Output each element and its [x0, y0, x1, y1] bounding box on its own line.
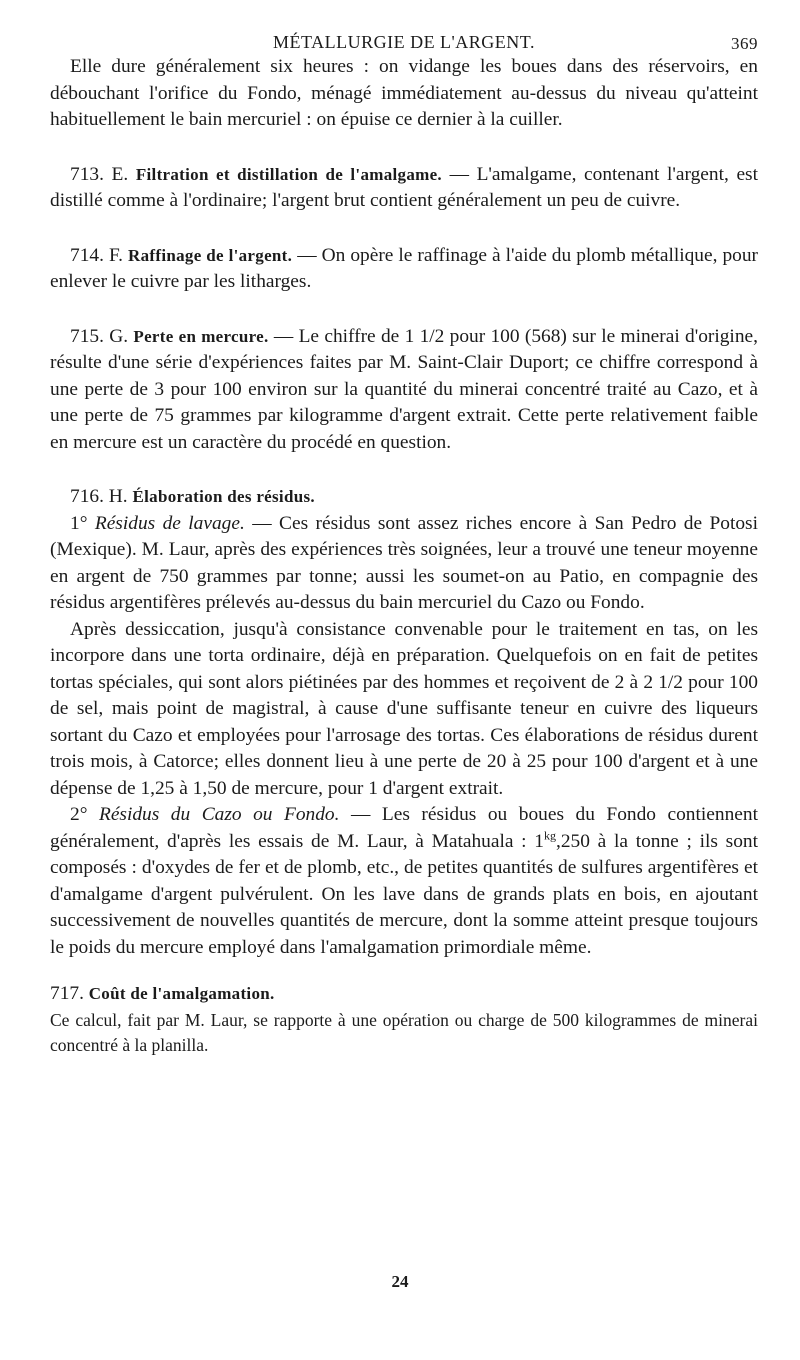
section-text: — Le chiffre de 1 1/2 pour 100 (568) sur le minerai d'origine, résulte d'une série d'expériences faites par M. Saint-Clair Duport; ce chiffre correspond à une perte de 3 pour 100 environ sur la quantité du minerai concentré traité au Cazo, et à une perte de 75 grammes par kilogramme d'argent extrait. Cette perte relativement faible en mercure est un caractère du procédé en question.	[50, 325, 758, 453]
section-number: 713. E.	[70, 163, 129, 185]
section-717-text: Ce calcul, fait par M. Laur, se rapporte à une opération ou charge de 500 kilogrammes de minerai concentré à la planilla.	[50, 1009, 758, 1055]
section-heading: Coût de l'amalgamation.	[88, 984, 275, 1003]
section-number: 717.	[50, 983, 84, 1004]
section-number: 716. H.	[70, 486, 128, 507]
section-713	[50, 162, 758, 215]
running-header	[50, 28, 758, 54]
section-715	[50, 324, 758, 457]
paragraph-residus-lavage	[50, 511, 758, 617]
section-heading: Raffinage de l'argent.	[128, 245, 293, 265]
unit-superscript: kg	[544, 828, 556, 843]
item-text-part-2: ,250 à la tonne ; ils sont composés : d'oxydes de fer et de plomb, etc., de petites quantités de sulfures argentifères et d'amalgame d'argent pulvérulent. On les lave dans de grands plats en bois, en ajoutant successivement de nouvelles quantités de mercure, dont la somme atteint presque toujours le poids du mercure employé dans l'amalgamation primordiale même.	[50, 830, 758, 958]
item-number: 2°	[70, 804, 88, 825]
section-heading: Élaboration des résidus.	[132, 487, 315, 506]
section-number: 714. F.	[70, 244, 124, 266]
item-number: 1°	[70, 512, 88, 534]
item-text: — Ces résidus sont assez riches encore à San Pedro de Potosi (Mexique). M. Laur, après des expériences très soignées, leur a trouvé une teneur moyenne en argent de 750 grammes par tonne; aussi les soumet-on au Patio, en compagnie des résidus argentifères prélevés au-dessus du bain mercuriel du Cazo ou Fondo.	[50, 512, 758, 613]
section-heading: Perte en mercure.	[133, 326, 269, 346]
paragraph-intro: Elle dure généralement six heures : on vidange les boues dans des réservoirs, en débouchant l'orifice du Fondo, ménagé immédiatement au-dessus du niveau qu'atteint habituellement le bain mercuriel : on épuise ce dernier à la cuiller.	[50, 56, 758, 130]
item-text-part-1: — Les résidus ou boues du Fondo contiennent généralement, d'après les essais de M. Laur, à Matahuala : 1	[50, 804, 758, 852]
item-title: Résidus de lavage.	[94, 512, 245, 534]
section-714	[50, 243, 758, 296]
paragraph-dessiccation: Après dessiccation, jusqu'à consistance convenable pour le traitement en tas, on les incorpore dans une torta ordinaire, déjà en préparation. Quelquefois on en fait de petites tortas spéciales, qui sont alors piétinées par des hommes et reçoivent de 2 à 2 1/2 pour 100 de sel, mais point de magistral, à cause d'une suffisante teneur en cuivre des liqueurs sortant du Cazo et employées pour l'arrosage des tortas. Ces élaborations de résidus durent trois mois, à Catorce; elles donnent lieu à une perte de 20 à 25 pour 100 d'argent et à une dépense de 1,25 à 1,50 de mercure, pour 1 d'argent extrait.	[50, 618, 758, 799]
signature-mark: 24	[391, 1272, 409, 1291]
section-716-heading	[50, 484, 758, 511]
section-text: — On opère le raffinage à l'aide du plomb métallique, pour enlever le cuivre par les litharges.	[50, 244, 759, 292]
section-number: 715. G.	[70, 325, 129, 347]
item-title: Résidus du Cazo ou Fondo.	[98, 804, 340, 825]
section-heading: Filtration et distillation de l'amalgame.	[135, 164, 442, 184]
page-header-title: MÉTALLURGIE DE L'ARGENT.	[273, 32, 535, 52]
page-number: 369	[731, 34, 758, 53]
section-text: — L'amalgame, contenant l'argent, est distillé comme à l'ordinaire; l'argent brut contient généralement un peu de cuivre.	[50, 163, 758, 211]
paragraph-residus-cazo	[50, 802, 758, 961]
section-717-heading	[50, 981, 758, 1008]
